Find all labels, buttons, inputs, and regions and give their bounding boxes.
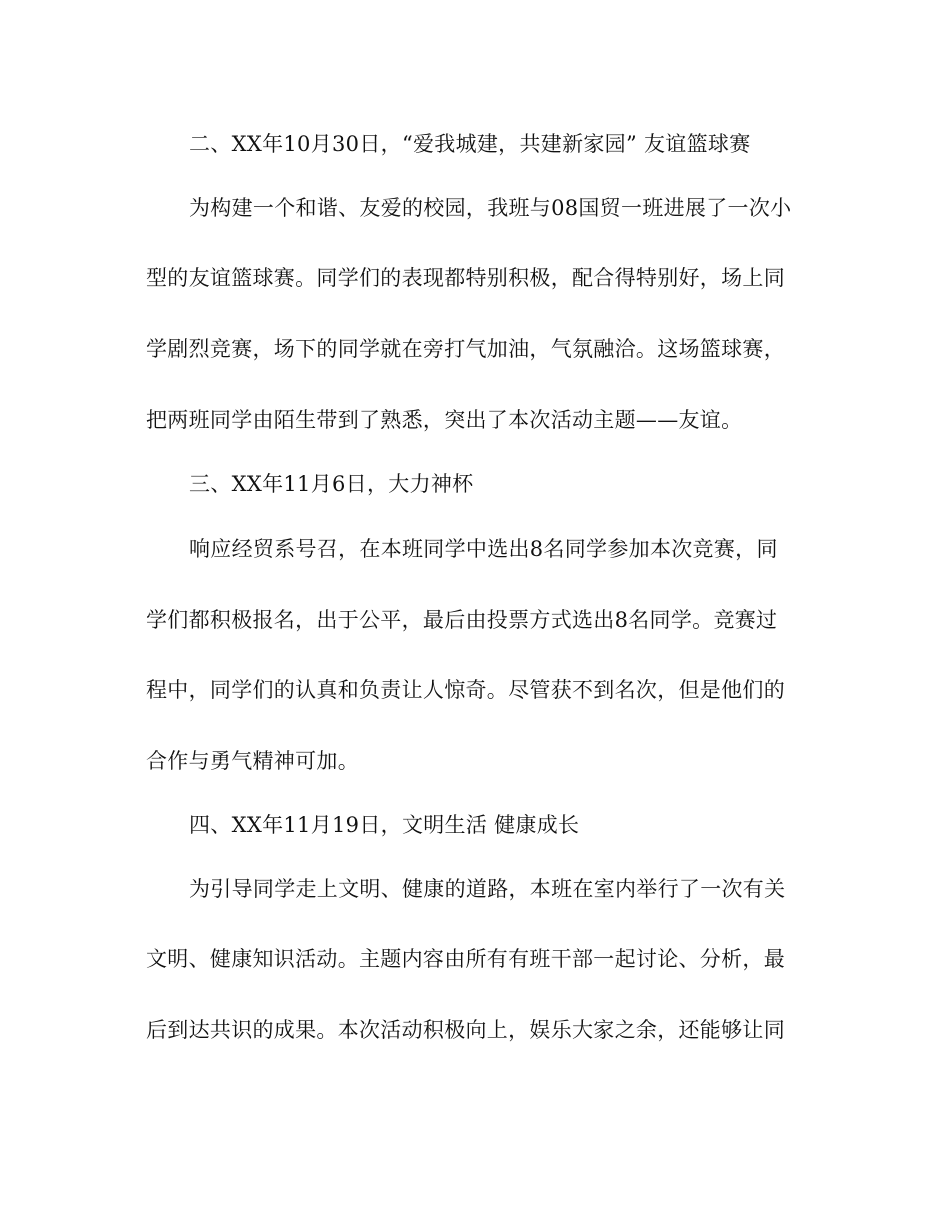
section-heading-basketball: 二、XX年10月30日，“爱我城建，共建新家园” 友谊篮球赛 <box>189 132 751 156</box>
paragraph-line: 为引导同学走上文明、健康的道路，本班在室内举行了一次有关 <box>189 877 786 901</box>
paragraph-line: 学们都积极报名，出于公平，最后由投票方式选出8名同学。竞赛过 <box>146 608 778 632</box>
paragraph-line: 文明、健康知识活动。主题内容由所有有班干部一起讨论、分析，最 <box>146 947 785 971</box>
paragraph-line: 型的友谊篮球赛。同学们的表现都特别积极，配合得特别好，场上同 <box>146 266 785 290</box>
paragraph-line: 程中，同学们的认真和负责让人惊奇。尽管获不到名次，但是他们的 <box>146 678 785 702</box>
paragraph-line: 后到达共识的成果。本次活动积极向上，娱乐大家之余，还能够让同 <box>146 1018 785 1042</box>
paragraph-line: 学剧烈竞赛，场下的同学就在旁打气加油，气氛融洽。这场篮球赛， <box>146 337 785 361</box>
paragraph-line: 把两班同学由陌生带到了熟悉，突出了本次活动主题——友谊。 <box>146 408 743 432</box>
paragraph-line: 为构建一个和谐、友爱的校园，我班与08国贸一班进展了一次小 <box>189 196 792 220</box>
section-heading-civilized-life: 四、XX年11月19日，文明生活 健康成长 <box>189 813 580 837</box>
paragraph-line: 合作与勇气精神可加。 <box>146 749 359 773</box>
paragraph-line: 响应经贸系号召，在本班同学中选出8名同学参加本次竞赛，同 <box>189 537 778 561</box>
section-heading-hercules-cup: 三、XX年11月6日，大力神杯 <box>189 472 474 496</box>
